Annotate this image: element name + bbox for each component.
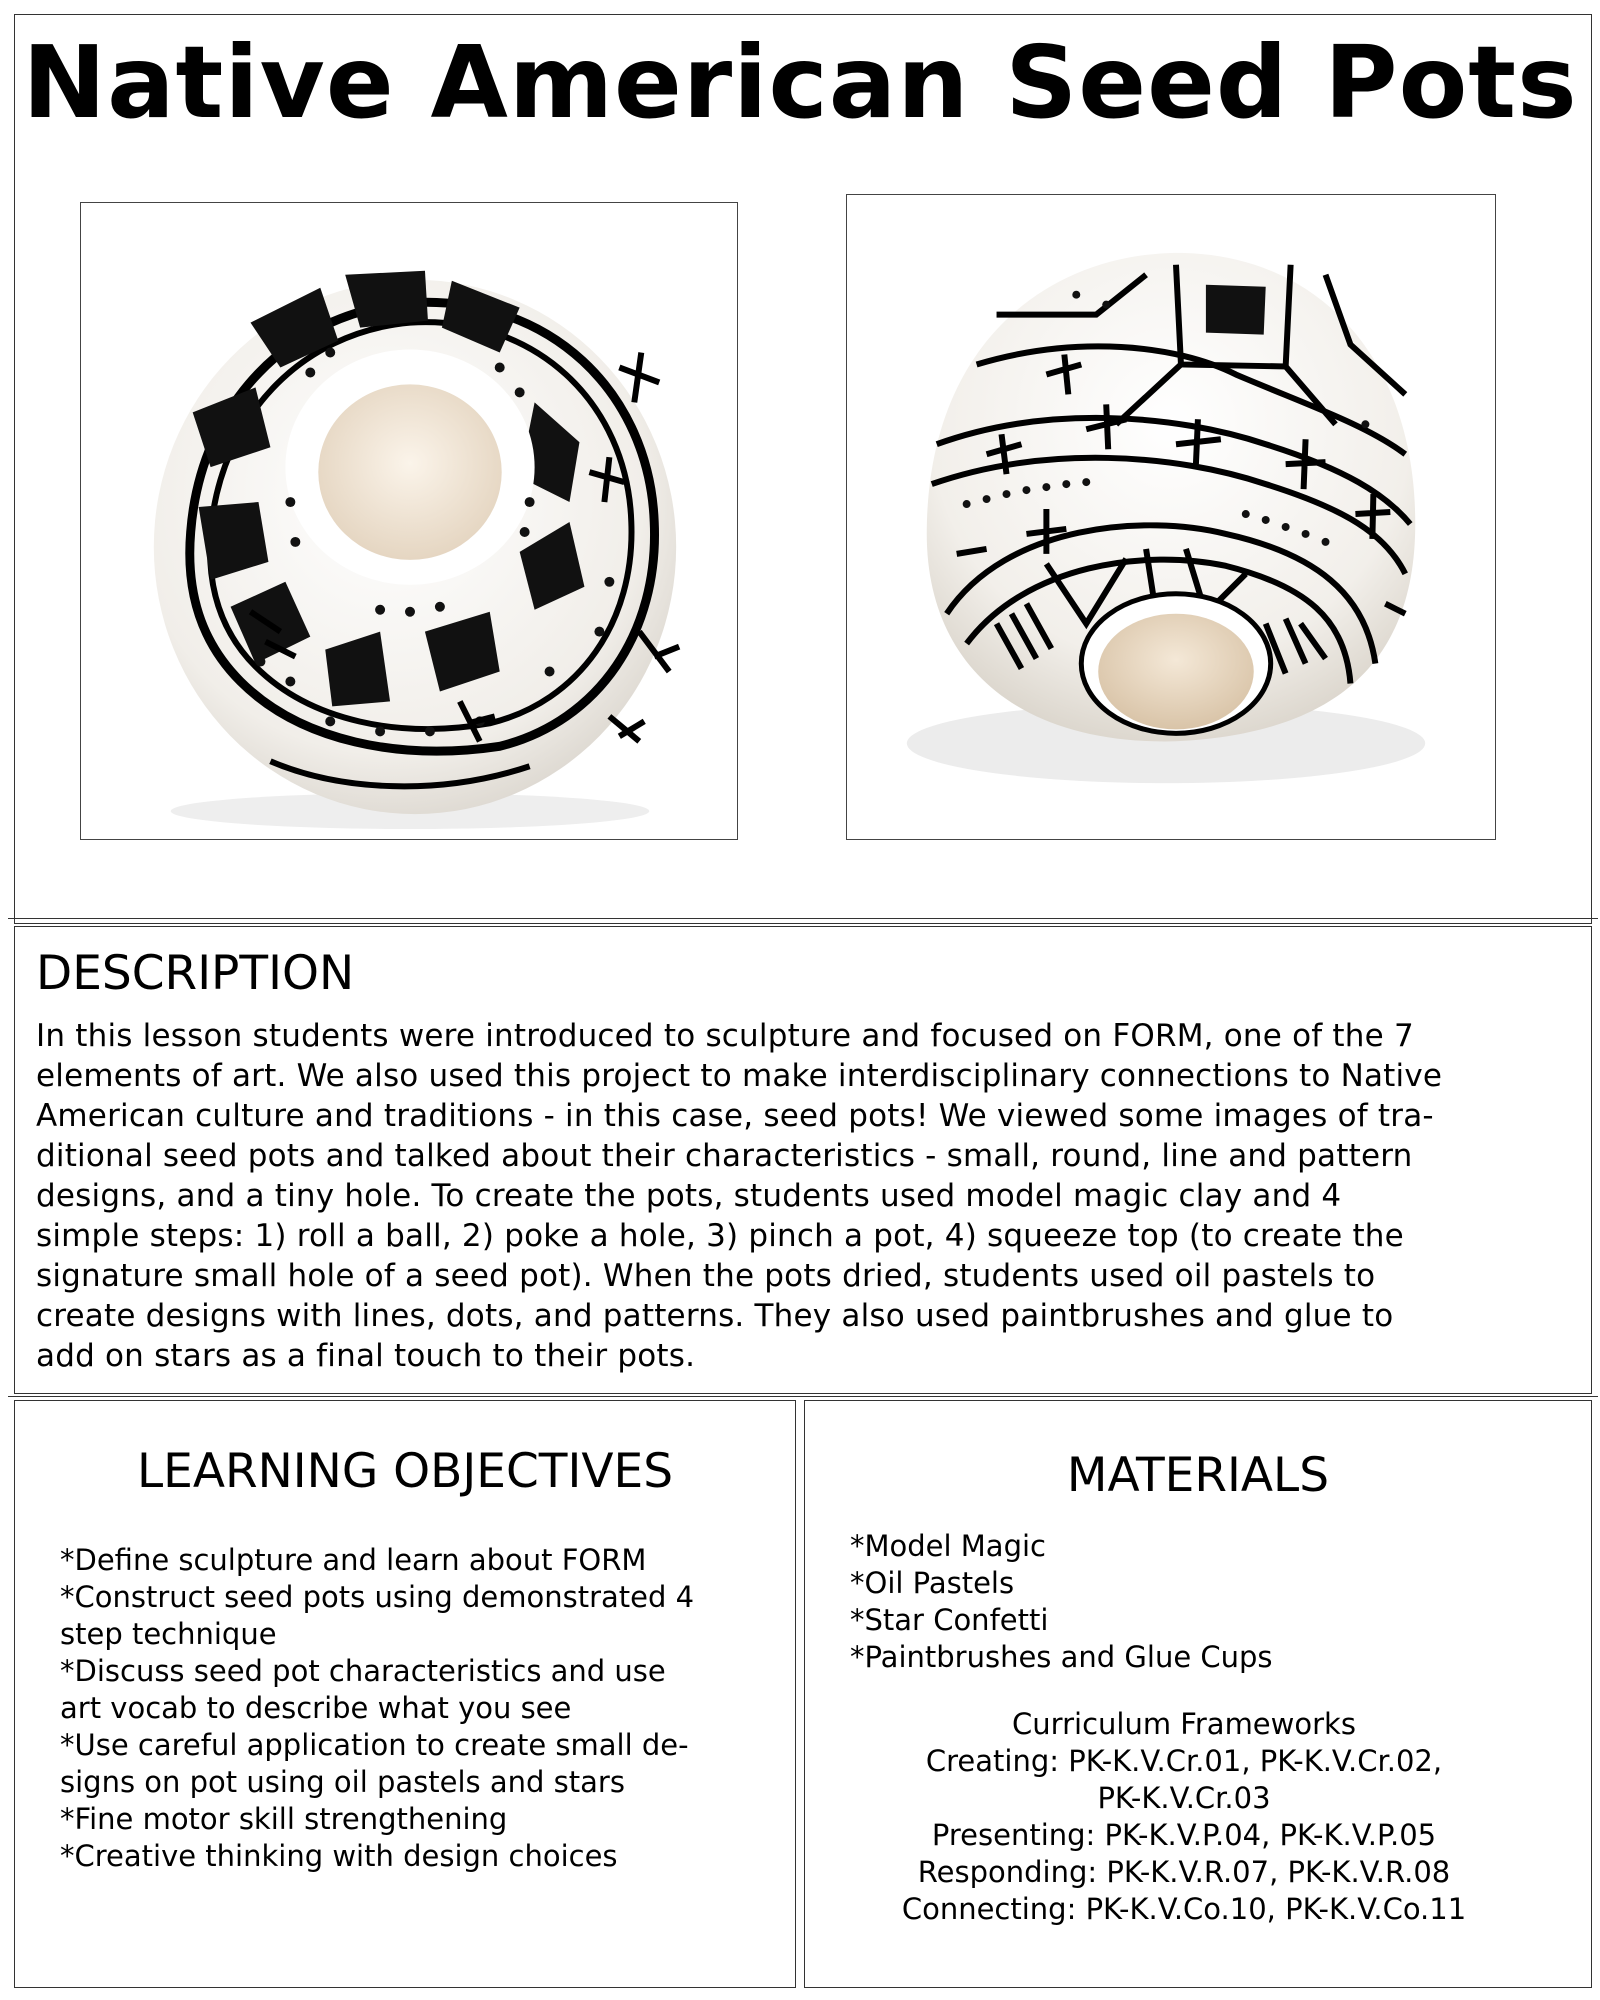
frameworks-line: Connecting: PK-K.V.Co.10, PK-K.V.Co.11 [901,1892,1467,1926]
description-body [36,1016,1566,1376]
list-item: *Model Magic [850,1529,1046,1563]
list-item: *Creative thinking with design choices [60,1839,618,1873]
description-line: designs, and a tiny hole. To create the pots, students used model magic clay and 4 [36,1178,1342,1214]
frameworks-line: Responding: PK-K.V.R.07, PK-K.V.R.08 [917,1855,1451,1889]
description-line: elements of art. We also used this project to make interdisciplinary connections to Native [36,1058,1443,1094]
list-item: *Fine motor skill strengthening [60,1802,508,1836]
materials-list [850,1528,1550,1676]
description-line: simple steps: 1) roll a ball, 2) poke a hole, 3) pinch a pot, 4) squeeze top (to create the [36,1218,1404,1254]
frameworks-heading: Curriculum Frameworks [1012,1707,1356,1741]
list-item: *Construct seed pots using demonstrated 4 [60,1580,695,1614]
list-item: *Paintbrushes and Glue Cups [850,1640,1273,1674]
list-item: *Use careful application to create small de- [60,1728,689,1762]
list-item: step technique [60,1617,277,1651]
frameworks-line: Presenting: PK-K.V.P.04, PK-K.V.P.05 [931,1818,1437,1852]
description-heading: DESCRIPTION [36,946,355,1001]
list-item: *Discuss seed pot characteristics and use [60,1654,666,1688]
divider-middle [8,1396,1598,1397]
objectives-heading: LEARNING OBJECTIVES [136,1444,674,1499]
curriculum-frameworks [804,1706,1564,1928]
description-line: create designs with lines, dots, and patterns. They also used paintbrushes and glue to [36,1298,1394,1334]
list-item: art vocab to describe what you see [60,1691,572,1725]
frameworks-line: PK-K.V.Cr.03 [1097,1781,1271,1815]
description-line: ditional seed pots and talked about their characteristics - small, round, line and pattern [36,1138,1413,1174]
description-line: signature small hole of a seed pot). When the pots dried, students used oil pastels to [36,1258,1376,1294]
materials-heading: MATERIALS [1066,1448,1330,1503]
description-line: add on stars as a final touch to their pots. [36,1338,696,1374]
description-line: American culture and traditions - in this case, seed pots! We viewed some images of tra- [36,1098,1434,1134]
frameworks-line: Creating: PK-K.V.Cr.01, PK-K.V.Cr.02, [925,1744,1443,1778]
seed-pot-photo-top-view [80,202,738,840]
objectives-list [60,1542,760,1875]
list-item: signs on pot using oil pastels and stars [60,1765,625,1799]
list-item: *Define sculpture and learn about FORM [60,1543,647,1577]
list-item: *Star Confetti [850,1603,1049,1637]
description-line: In this lesson students were introduced to sculpture and focused on FORM, one of the 7 [36,1018,1414,1054]
list-item: *Oil Pastels [850,1566,1015,1600]
seed-pot-photo-side-view [846,194,1496,840]
page-title: Native American Seed Pots [22,24,1578,141]
divider-top [8,918,1598,919]
